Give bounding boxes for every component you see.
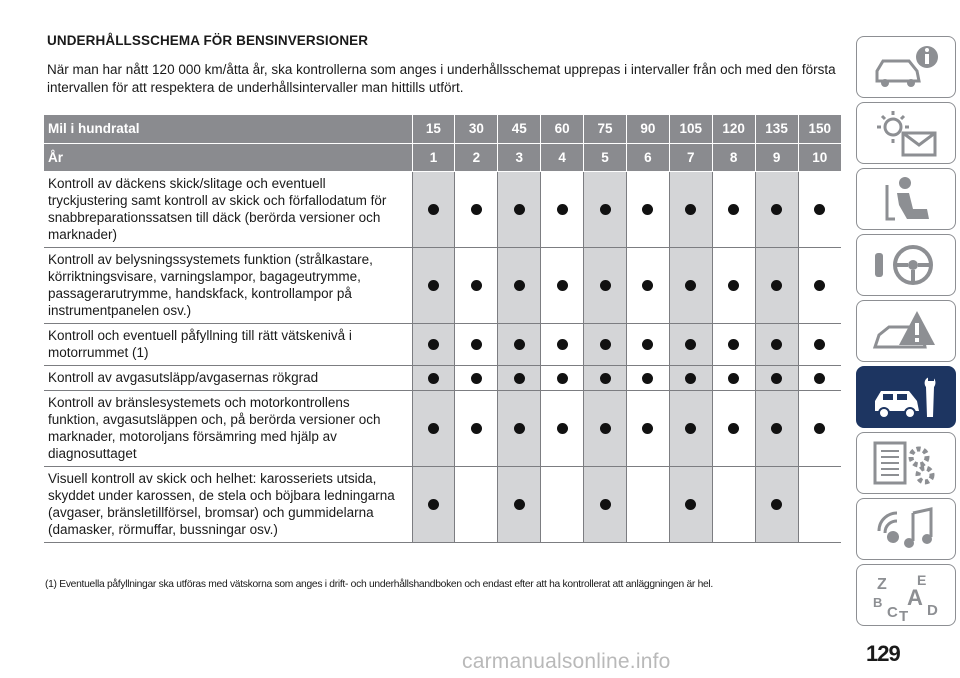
schedule-cell [541,466,584,542]
header-interval: 150 [798,115,841,143]
schedule-cell [798,171,841,247]
header-interval: 60 [541,115,584,143]
index-letter: Z [877,576,887,593]
car-info-icon [869,41,945,95]
scheduled-dot-icon [557,204,568,215]
scheduled-dot-icon [685,204,696,215]
schedule-cell [712,365,755,390]
scheduled-dot-icon [471,423,482,434]
scheduled-dot-icon [685,423,696,434]
scheduled-dot-icon [771,499,782,510]
schedule-cell [626,390,669,466]
check-description: Kontroll av avgasutsläpp/avgasernas rökgrad [44,365,412,390]
header-interval: 5 [584,143,627,171]
scheduled-dot-icon [428,373,439,384]
check-description: Kontroll av bränslesystemets och motorkontrollens funktion, avgasutsläppen och, på berörda versioner och marknader, motoroljans försämring med hjälp av diagnosuttaget [44,390,412,466]
scheduled-dot-icon [728,280,739,291]
scheduled-dot-icon [600,499,611,510]
chapter-tabs-sidebar [852,0,960,678]
scheduled-dot-icon [600,373,611,384]
schedule-cell [755,365,798,390]
schedule-cell [669,171,712,247]
multimedia-icon [869,503,945,557]
scheduled-dot-icon [771,339,782,350]
schedule-cell [498,365,541,390]
schedule-cell [755,247,798,323]
scheduled-dot-icon [814,204,825,215]
scheduled-dot-icon [514,373,525,384]
tab-car-info[interactable] [856,36,956,98]
header-interval: 10 [798,143,841,171]
schedule-cell [455,390,498,466]
scheduled-dot-icon [728,339,739,350]
schedule-cell [498,390,541,466]
schedule-cell [541,171,584,247]
header-interval: 3 [498,143,541,171]
scheduled-dot-icon [471,339,482,350]
schedule-cell [798,323,841,365]
header-interval: 1 [412,143,455,171]
scheduled-dot-icon [557,339,568,350]
schedule-cell [412,466,455,542]
check-description: Visuell kontroll av skick och helhet: karosseriets utsida, skyddet under karossen, de stela och böjbara ledningarna (avgaser, bränsletillförsel, bromsar) och gummidelarna (damasker, rörmuffar, bussningar osv.) [44,466,412,542]
schedule-cell [455,171,498,247]
car-wrench-icon [869,371,945,425]
schedule-cell [669,247,712,323]
scheduled-dot-icon [685,339,696,350]
table-row [44,247,841,323]
scheduled-dot-icon [728,423,739,434]
scheduled-dot-icon [428,204,439,215]
header-interval: 135 [755,115,798,143]
header-label: Mil i hundratal [44,115,412,143]
schedule-cell [584,171,627,247]
tab-warning-lights[interactable] [856,102,956,164]
index-letter: E [917,572,927,588]
header-interval: 90 [626,115,669,143]
technical-data-icon [869,437,945,491]
scheduled-dot-icon [685,499,696,510]
scheduled-dot-icon [642,280,653,291]
schedule-cell [669,466,712,542]
schedule-cell [584,247,627,323]
footnote: (1) Eventuella påfyllningar ska utföras med vätskorna som anges i drift- och underhållshandboken och endast efter att ha kontrollerat att anläggningen är hel. [45,578,713,590]
schedule-cell [412,365,455,390]
schedule-cell [584,365,627,390]
scheduled-dot-icon [728,204,739,215]
scheduled-dot-icon [728,373,739,384]
scheduled-dot-icon [557,373,568,384]
index-letter: T [899,608,909,623]
header-interval: 6 [626,143,669,171]
header-interval: 15 [412,115,455,143]
tab-alphabetical-index[interactable] [856,564,956,626]
schedule-cell [626,323,669,365]
scheduled-dot-icon [600,339,611,350]
maintenance-schedule-table [44,115,841,543]
scheduled-dot-icon [771,204,782,215]
tab-servicing-maintenance[interactable] [856,366,956,428]
scheduled-dot-icon [557,423,568,434]
schedule-cell [798,390,841,466]
warning-lights-icon [869,107,945,161]
scheduled-dot-icon [771,280,782,291]
schedule-cell [498,323,541,365]
schedule-cell [755,466,798,542]
schedule-cell [455,365,498,390]
schedule-cell [712,323,755,365]
scheduled-dot-icon [514,423,525,434]
schedule-cell [498,171,541,247]
scheduled-dot-icon [428,339,439,350]
schedule-cell [412,390,455,466]
scheduled-dot-icon [600,423,611,434]
scheduled-dot-icon [428,280,439,291]
schedule-cell [541,323,584,365]
tab-safety[interactable] [856,168,956,230]
header-row-years [44,143,841,171]
schedule-cell [712,466,755,542]
header-interval: 2 [455,143,498,171]
schedule-cell [712,171,755,247]
schedule-cell [455,323,498,365]
header-label: År [44,143,412,171]
tab-emergency[interactable] [856,300,956,362]
scheduled-dot-icon [600,204,611,215]
header-interval: 9 [755,143,798,171]
schedule-cell [455,247,498,323]
scheduled-dot-icon [814,423,825,434]
schedule-cell [626,466,669,542]
schedule-cell [541,390,584,466]
scheduled-dot-icon [685,373,696,384]
header-interval: 8 [712,143,755,171]
schedule-cell [455,466,498,542]
scheduled-dot-icon [771,423,782,434]
header-interval: 45 [498,115,541,143]
schedule-cell [412,171,455,247]
header-interval: 120 [712,115,755,143]
scheduled-dot-icon [642,373,653,384]
scheduled-dot-icon [471,280,482,291]
table-row [44,365,841,390]
table-row [44,171,841,247]
airbag-seat-icon [869,173,945,227]
schedule-cell [712,247,755,323]
index-letter: C [887,604,898,621]
watermark: carmanualsonline.info [462,650,671,673]
alphabetical-index-icon [869,569,945,623]
scheduled-dot-icon [514,339,525,350]
schedule-cell [541,247,584,323]
scheduled-dot-icon [685,280,696,291]
schedule-cell [712,390,755,466]
scheduled-dot-icon [557,280,568,291]
schedule-cell [669,365,712,390]
schedule-cell [755,323,798,365]
header-interval: 75 [584,115,627,143]
check-description: Kontroll av däckens skick/slitage och eventuell tryckjustering samt kontroll av skick och förfallodatum för snabbreparationssatsen till däck (berörda versioner och marknader) [44,171,412,247]
header-interval: 4 [541,143,584,171]
scheduled-dot-icon [514,204,525,215]
tab-starting-driving[interactable] [856,234,956,296]
schedule-cell [584,466,627,542]
scheduled-dot-icon [428,499,439,510]
schedule-cell [755,390,798,466]
header-interval: 7 [669,143,712,171]
table-row [44,323,841,365]
index-letter: B [873,595,883,610]
schedule-cell [798,365,841,390]
schedule-cell [626,365,669,390]
header-interval: 105 [669,115,712,143]
schedule-cell [498,247,541,323]
schedule-cell [669,390,712,466]
index-letter: D [927,602,938,619]
schedule-cell [498,466,541,542]
page-number: 129 [866,641,900,666]
scheduled-dot-icon [771,373,782,384]
scheduled-dot-icon [600,280,611,291]
scheduled-dot-icon [642,423,653,434]
schedule-cell [541,365,584,390]
table-row [44,390,841,466]
schedule-cell [798,247,841,323]
scheduled-dot-icon [471,204,482,215]
schedule-cell [584,390,627,466]
index-letter: A [907,585,923,610]
schedule-cell [412,323,455,365]
emergency-icon [869,305,945,359]
intro-paragraph: När man har nått 120 000 km/åtta år, ska kontrollerna som anges i underhållsschemat upprepas i intervaller från och med den första intervallen för att respektera de underhållsintervaller man hittills utfört. [47,62,836,95]
scheduled-dot-icon [642,339,653,350]
scheduled-dot-icon [428,423,439,434]
check-description: Kontroll av belysningssystemets funktion (strålkastare, körriktningsvisare, varningslampor, bagageutrymme, passagerarutrymme, handskfack, kontrollampor på instrumentpanelen osv.) [44,247,412,323]
table-row [44,466,841,542]
schedule-cell [584,323,627,365]
schedule-cell [626,247,669,323]
scheduled-dot-icon [814,339,825,350]
scheduled-dot-icon [514,499,525,510]
tab-multimedia[interactable] [856,498,956,560]
scheduled-dot-icon [514,280,525,291]
schedule-cell [669,323,712,365]
section-heading: UNDERHÅLLSSCHEMA FÖR BENSINVERSIONER [47,33,369,48]
schedule-cell [798,466,841,542]
scheduled-dot-icon [471,373,482,384]
scheduled-dot-icon [814,280,825,291]
schedule-cell [626,171,669,247]
header-row-distance [44,115,841,143]
header-interval: 30 [455,115,498,143]
scheduled-dot-icon [814,373,825,384]
check-description: Kontroll och eventuell påfyllning till rätt vätskenivå i motorrummet (1) [44,323,412,365]
steering-wheel-icon [869,239,945,293]
tab-technical-data[interactable] [856,432,956,494]
schedule-cell [412,247,455,323]
scheduled-dot-icon [642,204,653,215]
schedule-cell [755,171,798,247]
